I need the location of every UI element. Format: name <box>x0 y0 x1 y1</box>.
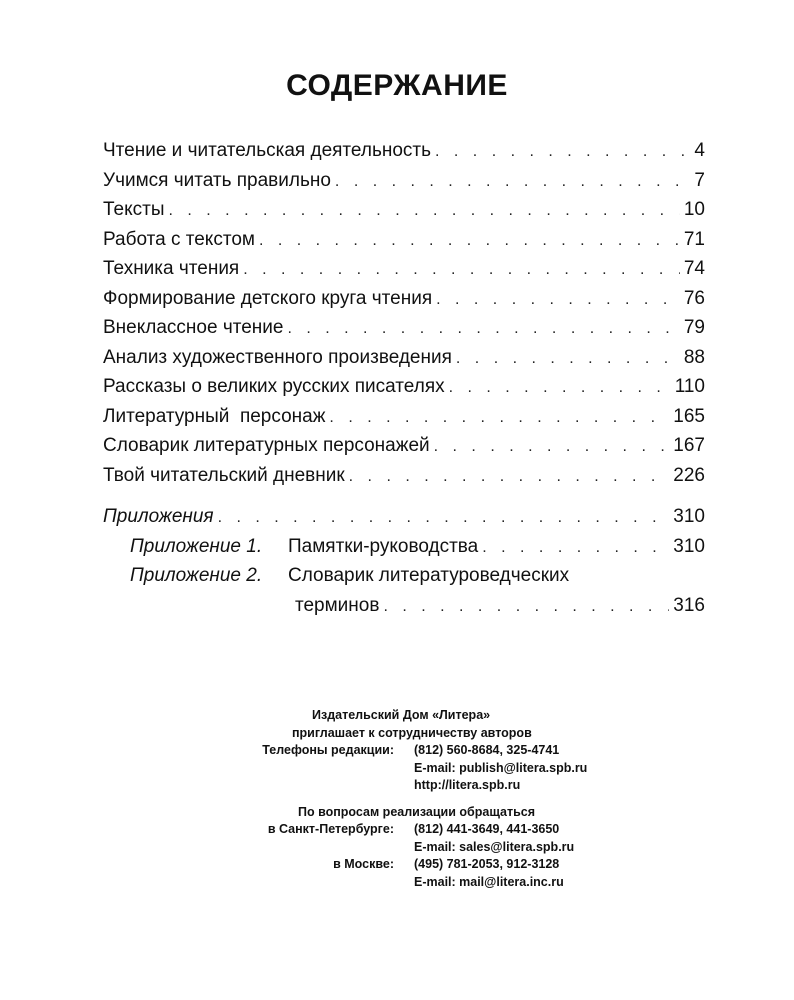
publisher-info <box>0 707 794 891</box>
appendix-title-cont: терминов <box>295 594 380 616</box>
toc-appendix-1 <box>103 532 705 562</box>
page-title: СОДЕРЖАНИЕ <box>286 69 508 102</box>
toc-entry <box>103 195 705 225</box>
sales-heading: По вопросам реализации обращаться <box>298 804 536 819</box>
toc-entry-label: Техника чтения <box>103 258 240 279</box>
toc-entry <box>103 225 705 255</box>
msk-label: в Москве: <box>333 857 394 871</box>
toc-entry-label: Рассказы о великих русских писателях <box>103 376 445 397</box>
toc-entry-label: Внеклассное чтение <box>103 317 284 338</box>
toc-entry <box>103 402 705 432</box>
toc-entry-page: 167 <box>673 435 705 456</box>
msk-phones: (495) 781-2053, 912-3128 <box>414 857 560 871</box>
appendix-title: Словарик литературоведческих <box>288 565 570 586</box>
dot-leader <box>456 344 680 374</box>
toc-entry-page: 88 <box>683 346 705 368</box>
dot-leader <box>169 196 680 226</box>
toc-entry <box>103 284 705 314</box>
table-of-contents <box>103 136 705 620</box>
toc-entry-label: Работа с текстом <box>103 228 255 250</box>
appendix-title: Памятки-руководства <box>288 535 479 557</box>
toc-entry-label: Тексты <box>103 199 165 220</box>
toc-appendices <box>103 502 705 532</box>
toc-entry-label: Анализ художественного произведения <box>103 346 452 368</box>
toc-appendices-label: Приложения <box>103 506 214 527</box>
appendix-tag: Приложение 1. <box>130 535 263 557</box>
toc-entry <box>103 254 705 284</box>
dot-leader <box>383 592 669 622</box>
dot-leader <box>349 462 670 492</box>
editorial-email: E-mail: publish@litera.spb.ru <box>414 760 588 775</box>
toc-appendix-2-cont <box>103 591 705 621</box>
dot-leader <box>243 255 680 285</box>
appendix-tag: Приложение 2. <box>130 565 263 586</box>
toc-entry <box>103 313 705 343</box>
toc-entry-page: 110 <box>674 376 705 397</box>
toc-entry <box>103 136 705 166</box>
toc-entry-page: 165 <box>673 405 705 427</box>
toc-entry-label: Твой читательский дневник <box>103 464 345 486</box>
toc-entry-page: 76 <box>683 287 705 309</box>
toc-entry-label: Формирование детского круга чтения <box>103 287 433 309</box>
toc-entry-label: Чтение и читательская деятельность <box>103 140 432 161</box>
publisher-invite: приглашает к сотрудничеству авторов <box>292 725 532 740</box>
phones-value: (812) 560-8684, 325-4741 <box>414 743 560 757</box>
spb-label: в Санкт-Петербурге: <box>267 822 394 836</box>
toc-appendix-2 <box>103 561 705 591</box>
dot-leader <box>482 533 669 563</box>
toc-entry <box>103 431 705 461</box>
toc-entry-label: Учимся читать правильно <box>103 169 331 191</box>
toc-entry-label: Словарик литературных персонажей <box>103 435 430 456</box>
dot-leader <box>436 285 680 315</box>
toc-entry <box>103 372 705 402</box>
toc-entry-label: Литературный персонаж <box>103 405 326 427</box>
spb-phones: (812) 441-3649, 441-3650 <box>414 822 560 836</box>
msk-email: E-mail: mail@litera.inc.ru <box>414 874 564 889</box>
toc-entry <box>103 343 705 373</box>
dot-leader <box>434 432 670 462</box>
toc-entry-page: 226 <box>673 464 705 486</box>
dot-leader <box>449 373 671 403</box>
toc-entry-page: 79 <box>683 317 705 338</box>
toc-appendix-page: 316 <box>673 594 705 616</box>
website: http://litera.spb.ru <box>414 778 521 792</box>
toc-entry-page: 7 <box>694 169 705 191</box>
toc-entry-page: 4 <box>694 140 705 161</box>
toc-appendix-label <box>130 532 482 562</box>
toc-appendix-page: 310 <box>673 535 705 557</box>
toc-entry-page: 10 <box>683 199 705 220</box>
toc-appendices-page: 310 <box>673 506 705 527</box>
phones-label: Телефоны редакции: <box>262 743 394 757</box>
toc-entry-page: 71 <box>683 228 705 250</box>
dot-leader <box>218 503 670 533</box>
spacer <box>103 490 705 502</box>
dot-leader <box>329 403 669 433</box>
toc-entry <box>103 166 705 196</box>
spb-email: E-mail: sales@litera.spb.ru <box>414 839 575 854</box>
dot-leader <box>259 226 680 256</box>
dot-leader <box>287 314 679 344</box>
dot-leader <box>435 137 690 167</box>
toc-entry-page: 74 <box>683 258 705 279</box>
toc-entry <box>103 461 705 491</box>
dot-leader <box>335 167 691 197</box>
publisher-name: Издательский Дом «Литера» <box>312 708 491 722</box>
